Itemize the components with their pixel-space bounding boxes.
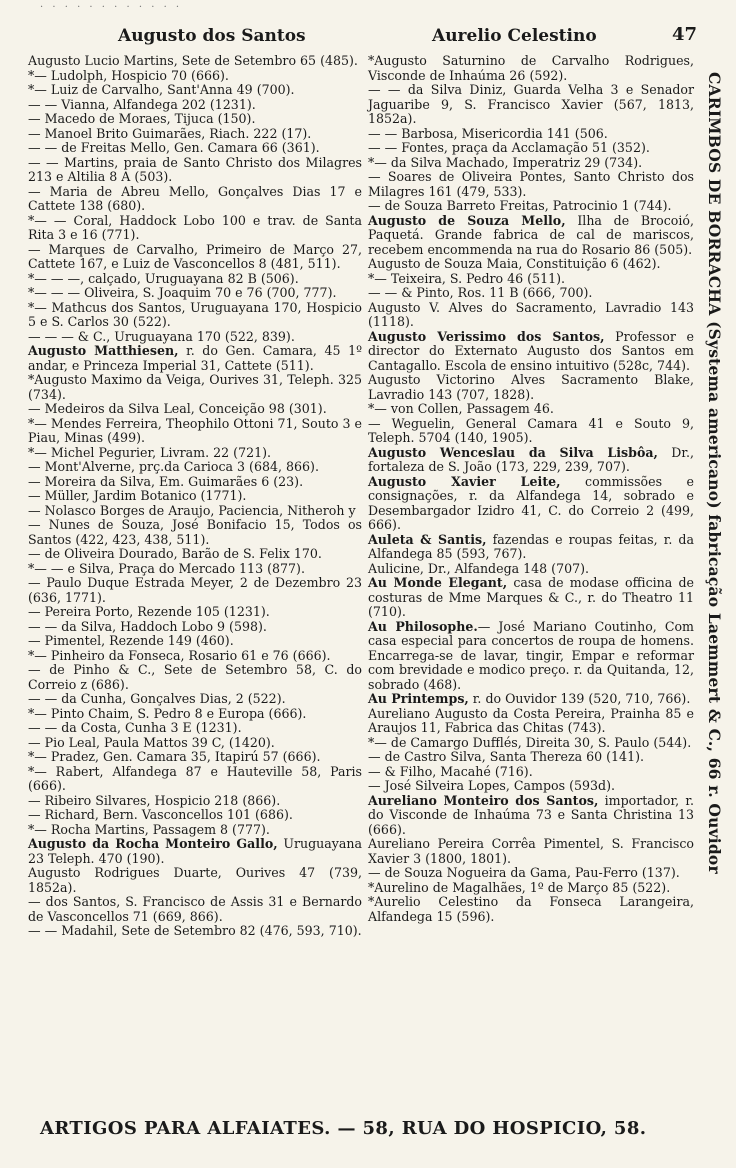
directory-entry [368, 894, 699, 924]
directory-entry [28, 212, 367, 243]
entry-text: *— Michel Pegurier, Livram. 22 (721). [28, 444, 272, 460]
directory-entry [368, 82, 699, 127]
entry-text: *— Pradez, Gen. Camara 35, Itapirú 57 (666). [28, 749, 321, 764]
entry-name: Augusto Xavier Leite, [368, 473, 561, 489]
entry-text: Augusto Victorino Alves Sacramento Blake, Lavradio 143 (707, 1828). [368, 372, 699, 402]
directory-entry [28, 372, 367, 402]
entry-text: — Paulo Duque Estrada Meyer, 2 de Dezembro 23 (636, 1771). [28, 575, 367, 605]
directory-entry [28, 620, 362, 635]
directory-entry [368, 372, 699, 402]
directory-entry [28, 489, 362, 504]
entry-text: *— Pinheiro da Fonseca, Rosario 61 e 76 (666). [28, 647, 331, 663]
directory-entry [368, 473, 699, 533]
directory-entry [28, 127, 362, 142]
top-margin-specks: · · · · · · · · · · · · [40, 2, 183, 13]
entry-text: *— — e Silva, Praça do Mercado 113 (877). [28, 560, 305, 576]
directory-entry [368, 141, 694, 156]
entry-text: *— Luiz de Carvalho, Sant'Anna 49 (700). [28, 82, 295, 97]
entry-text: *— de Camargo Dufflés, Direita 30, S. Paulo (544). [368, 734, 692, 750]
directory-entry [368, 328, 699, 374]
header-left-term: Augusto dos Santos [118, 26, 306, 46]
entry-text: *— — —, calçado, Uruguayana 82 B (506). [28, 270, 299, 286]
entry-text: — Weguelin, General Camara 41 e Souto 9, Teleph. 5704 (140, 1905). [368, 415, 699, 445]
directory-entry [28, 504, 362, 519]
directory-entry [368, 531, 699, 562]
directory-entry [28, 69, 362, 84]
directory-entry [368, 705, 699, 736]
entry-text: — Müller, Jardim Botanico (1771). [28, 488, 247, 503]
entry-text: r. do Ouvidor 139 (520, 710, 766). [468, 691, 691, 706]
entry-text: r. do Gen. Camara, 45 1º andar, e Princeza Imperial 31, Cattete (511). [28, 343, 367, 373]
entry-text: *Augusto Saturnino de Carvalho Rodrigues, Visconde de Inhaúma 26 (592). [368, 53, 699, 83]
entry-text: commissões e consignações, r. da Alfandega 14, sobrado e Desembargador Izidro 41, C. do Correio 2 (499, 666). [368, 473, 699, 532]
entry-text: — de Castro Silva, Santa Thereza 60 (141). [368, 749, 644, 764]
entry-name: Augusto de Souza Mello, [368, 212, 566, 228]
entry-text: — — Madahil, Sete de Setembro 82 (476, 593, 710). [28, 923, 362, 938]
directory-entry [28, 794, 362, 809]
entry-text: — Pereira Porto, Rezende 105 (1231). [28, 604, 270, 619]
directory-entry [368, 836, 699, 866]
entry-name: Au Philosophe. [368, 618, 478, 634]
directory-entry [368, 750, 694, 765]
entry-text: — — & Pinto, Ros. 11 B (666, 700). [368, 285, 593, 300]
entry-text: — — da Silva, Haddoch Lobo 9 (598). [28, 618, 267, 634]
directory-entry [28, 286, 362, 301]
directory-entry [368, 169, 699, 199]
entry-text: — Nunes de Souza, José Bonifacio 15, Todos os Santos (422, 423, 438, 511). [28, 517, 367, 547]
directory-entry [28, 475, 362, 490]
entry-text: — de Souza Barreto Freitas, Patrocinio 1 (744). [368, 198, 672, 213]
footer-advertisement: ARTIGOS PARA ALFAIATES. — 58, RUA DO HOSPICIO, 58. [40, 1118, 647, 1139]
entry-text: — José Mariano Coutinho, Com casa especial para concertos de roupa de homens. Encarrega-se de lavar, tingir, Empar e reformar com brevidade e modico preço. r. da Quitanda, 12, sobrado (468). [368, 618, 699, 692]
entry-text: Ilha de Brocoió, Paquetá. Grande fabrica de cal de mariscos, recebem encommenda na rua do Rosario 86 (505). [368, 212, 699, 257]
entry-text: *— Ludolph, Hospicio 70 (666). [28, 67, 229, 83]
entry-text: — — Vianna, Alfandega 202 (1231). [28, 96, 256, 112]
directory-entry [368, 736, 694, 751]
directory-entry [28, 460, 362, 475]
entry-text: *— Mendes Ferreira, Theophilo Ottoni 71, Souto 3 e Piau, Minas (499). [28, 415, 367, 445]
entry-name: Aureliano Monteiro dos Santos, [368, 792, 599, 808]
entry-text: — Moreira da Silva, Em. Guimarães 6 (23). [28, 473, 304, 489]
entry-text: — de Oliveira Dourado, Barão de S. Felix 170. [28, 546, 322, 561]
entry-name: Augusto Wenceslau da Silva Lisbôa, [368, 444, 658, 460]
entry-text: Augusto de Souza Maia, Constituição 6 (462). [368, 256, 661, 271]
entry-text: — Macedo de Moraes, Tijuca (150). [28, 111, 256, 126]
entry-text: fazendas e roupas feitas, r. da Alfandega 85 (593, 767). [368, 531, 699, 561]
entry-name: Augusto Verissimo dos Santos, [368, 328, 605, 344]
directory-entry [368, 792, 699, 838]
entry-text: *Aurelio Celestino da Fonseca Larangeira, Alfandega 15 (596). [368, 894, 699, 924]
entry-text: *— Teixeira, S. Pedro 46 (511). [368, 270, 566, 286]
directory-entry [28, 763, 367, 794]
entry-text: Aulicine, Dr., Alfandega 148 (707). [368, 560, 590, 576]
directory-entry [368, 562, 694, 577]
entry-text: — Ribeiro Silvares, Hospicio 218 (866). [28, 792, 281, 808]
directory-entry [28, 865, 367, 895]
directory-entry [368, 286, 694, 301]
entry-text: *— — Coral, Haddock Lobo 100 e trav. de Santa Rita 3 e 16 (771). [28, 212, 367, 242]
entry-text: — José Silveira Lopes, Campos (593d). [368, 778, 616, 793]
directory-entry [368, 402, 694, 417]
directory-entry [28, 692, 362, 707]
entry-text: *Augusto Maximo da Veiga, Ourives 31, Teleph. 325 (734). [28, 372, 367, 402]
entry-text: *— Mathcus dos Santos, Uruguayana 170, Hospicio 5 e S. Carlos 30 (522). [28, 299, 367, 329]
directory-entry [368, 881, 694, 896]
directory-entry [368, 156, 694, 171]
entry-text: *— Rocha Martins, Passagem 8 (777). [28, 821, 270, 837]
entry-name: Augusto Matthiesen, [28, 343, 179, 358]
directory-entry [28, 823, 362, 838]
directory-entry [28, 343, 367, 373]
directory-entry [28, 330, 362, 345]
entry-text: — Marques de Carvalho, Primeiro de Março 27, Cattete 167, e Luiz de Vasconcellos 8 (481, 511). [28, 241, 367, 271]
entry-name: Au Printemps, [368, 691, 469, 706]
entry-text: Aureliano Augusto da Costa Pereira, Prainha 85 e Araujos 11, Fabrica das Chitas (743). [368, 705, 699, 735]
directory-entry [28, 649, 362, 664]
directory-entry [28, 562, 362, 577]
entry-text: — Nolasco Borges de Araujo, Paciencia, Nitheroh y [28, 502, 356, 518]
directory-entry [368, 692, 694, 707]
entry-text: — — da Costa, Cunha 3 E (1231). [28, 720, 242, 735]
directory-entry [28, 707, 362, 722]
entry-text: Uruguayana 23 Teleph. 470 (190). [28, 836, 367, 866]
directory-entry [28, 402, 362, 417]
directory-entry [28, 98, 362, 113]
entry-text: *— Rabert, Alfandega 87 e Hauteville 58, Paris (666). [28, 763, 367, 793]
left-column [28, 53, 367, 939]
directory-entry [28, 736, 362, 751]
directory-entry [368, 765, 694, 780]
entry-text: *— — — Oliveira, S. Joaquim 70 e 76 (700, 777). [28, 285, 337, 300]
entry-text: — — Barbosa, Misericordia 141 (506. [368, 125, 608, 141]
entry-text: — Medeiros da Silva Leal, Conceição 98 (301). [28, 401, 327, 416]
entry-text: — — da Silva Diniz, Guarda Velha 3 e Senador Jaguaribe 9, S. Francisco Xavier (567, 1813, 1852a). [368, 82, 699, 126]
entry-name: Auleta & Santis, [368, 531, 487, 547]
entry-text: — — de Freitas Mello, Gen. Camara 66 (361). [28, 140, 320, 155]
entry-text: — — Fontes, praça da Acclamação 51 (352). [368, 140, 650, 155]
directory-entry [28, 750, 362, 765]
directory-entry [28, 299, 367, 330]
entry-text: — Mont'Alverne, prç.da Carioca 3 (684, 866). [28, 459, 319, 474]
directory-entry [368, 866, 694, 881]
entry-name: Au Monde Elegant, [368, 575, 508, 590]
directory-entry [28, 721, 362, 736]
directory-entry [28, 517, 367, 547]
directory-entry [28, 662, 367, 692]
directory-entry [368, 299, 699, 330]
entry-text: — dos Santos, S. Francisco de Assis 31 e Bernardo de Vasconcellos 71 (669, 866). [28, 894, 367, 924]
directory-entry [368, 618, 699, 693]
directory-entry [368, 444, 699, 475]
directory-entry [28, 808, 362, 823]
directory-entry [368, 53, 699, 83]
directory-entry [28, 54, 362, 69]
directory-entry [368, 415, 699, 446]
entry-text: — — da Cunha, Gonçalves Dias, 2 (522). [28, 691, 286, 706]
directory-entry [28, 634, 362, 649]
entry-text: *— Pinto Chaim, S. Pedro 8 e Europa (666). [28, 705, 307, 721]
directory-entry [368, 257, 694, 272]
header-right-term: Aurelio Celestino [432, 26, 597, 46]
directory-entry [28, 894, 367, 924]
entry-text: *— von Collen, Passagem 46. [368, 401, 554, 416]
directory-entry [28, 575, 367, 605]
directory-entry [28, 141, 362, 156]
directory-entry [368, 199, 694, 214]
entry-text: — Soares de Oliveira Pontes, Santo Christo dos Milagres 161 (479, 533). [368, 169, 699, 199]
directory-entry [368, 212, 699, 258]
entry-text: — Pimentel, Rezende 149 (460). [28, 633, 234, 648]
side-advertisement: CARIMBOS DE BORRACHA (Systema americano) fabricação Laemmert & C., 66 r. Ouvidor [705, 72, 724, 874]
directory-entry [28, 83, 362, 98]
directory-entry [368, 272, 694, 287]
entry-name: Augusto da Rocha Monteiro Gallo, [28, 836, 278, 851]
directory-entry [28, 605, 362, 620]
directory-entry [368, 575, 699, 620]
entry-text: *— da Silva Machado, Imperatriz 29 (734). [368, 154, 643, 170]
directory-entry [28, 836, 367, 866]
directory-entry [28, 272, 362, 287]
directory-entry [368, 779, 694, 794]
directory-entry [28, 112, 362, 127]
entry-text: *Aurelino de Magalhães, 1º de Março 85 (522). [368, 879, 671, 895]
directory-entry [28, 154, 367, 185]
directory-entry [28, 924, 362, 939]
entry-text: Professor e director do Externato Augusto dos Santos em Cantagallo. Escola de ensino intuitivo (528c, 744). [368, 328, 699, 373]
directory-entry [28, 183, 367, 214]
directory-entry [28, 415, 367, 446]
entry-text: Augusto V. Alves do Sacramento, Lavradio 143 (1118). [368, 299, 699, 329]
entry-text: Augusto Lucio Martins, Sete de Setembro 65 (485). [28, 53, 358, 68]
entry-text: Augusto Rodrigues Duarte, Ourives 47 (739, 1852a). [28, 865, 367, 895]
entry-text: — Maria de Abreu Mello, Gonçalves Dias 17 e Cattete 138 (680). [28, 183, 367, 213]
directory-entry [28, 446, 362, 461]
directory-entry [28, 547, 362, 562]
entry-text: — Pio Leal, Paula Mattos 39 C, (1420). [28, 734, 275, 750]
entry-text: — — — & C., Uruguayana 170 (522, 839). [28, 328, 295, 344]
entry-text: — & Filho, Macahé (716). [368, 763, 533, 779]
entry-text: — de Souza Nogueira da Gama, Pau-Ferro (137). [368, 865, 680, 880]
entry-text: importador, r. do Visconde de Inhaúma 73 e Santa Christina 13 (666). [368, 792, 699, 837]
entry-text: Aureliano Pereira Corrêa Pimentel, S. Francisco Xavier 3 (1800, 1801). [368, 836, 699, 866]
running-header [0, 22, 736, 52]
directory-entry [368, 127, 694, 142]
entry-text: — — Martins, praia de Santo Christo dos Milagres 213 e Altilia 8 A (503). [28, 154, 367, 184]
directory-entry [28, 241, 367, 272]
page-number: 47 [672, 24, 698, 45]
entry-text: — Manoel Brito Guimarães, Riach. 222 (17). [28, 125, 312, 141]
entry-text: — Richard, Bern. Vasconcellos 101 (686). [28, 807, 293, 822]
entry-text: Dr., fortaleza de S. João (173, 229, 239, 707). [368, 444, 699, 474]
entry-text: — de Pinho & C., Sete de Setembro 58, C. do Correio z (686). [28, 662, 367, 692]
entry-text: casa de modase officina de costuras de Mme Marques & C., r. do Theatro 11 (710). [368, 575, 699, 619]
right-column [368, 53, 699, 924]
